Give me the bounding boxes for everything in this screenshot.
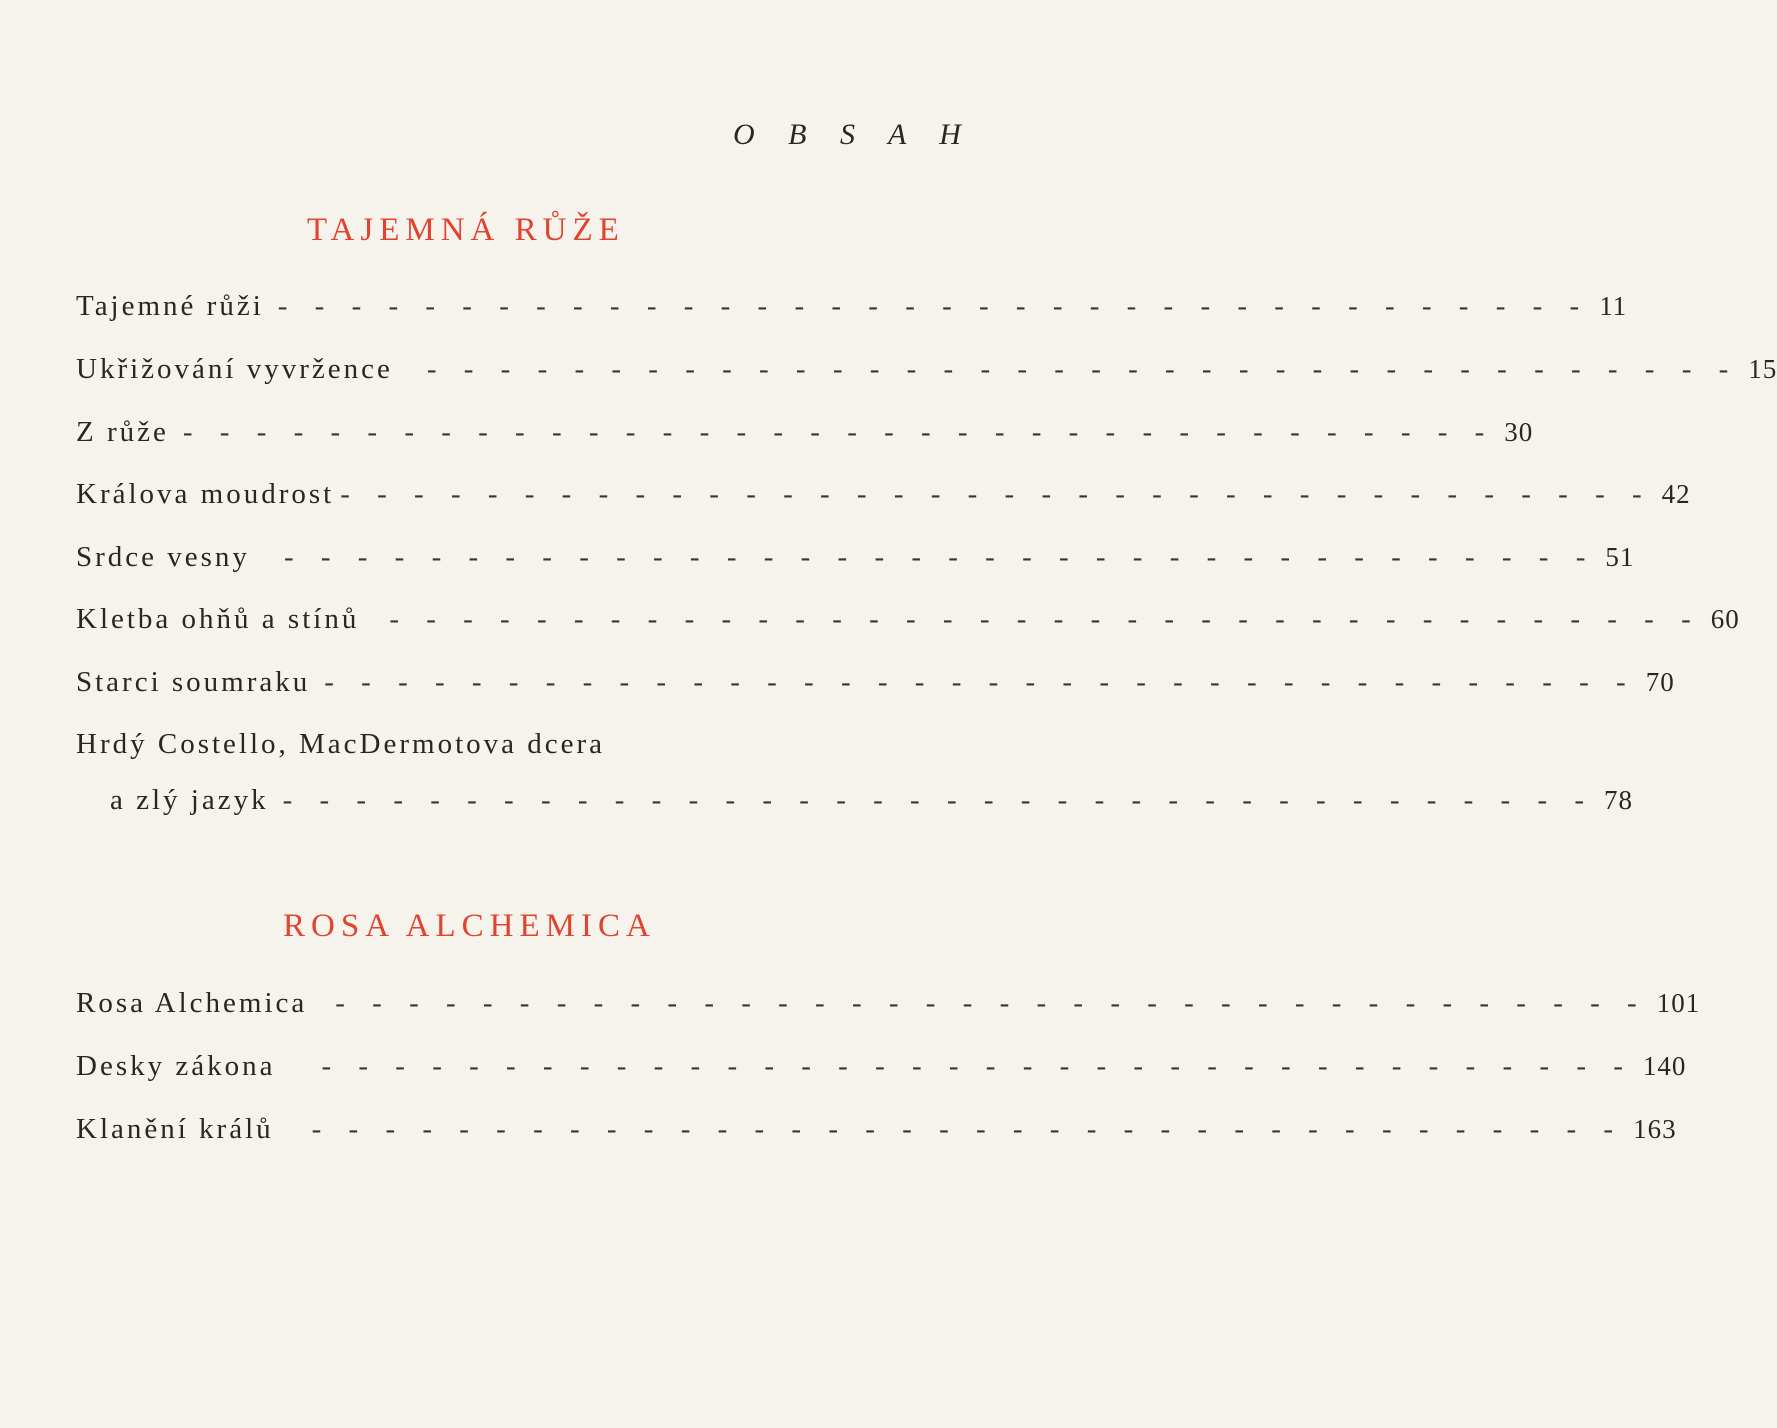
page-number: 163 [1633, 1114, 1677, 1144]
toc-entry[interactable] [76, 541, 1635, 581]
entry-title: a zlý jazyk [110, 784, 269, 816]
page-number: 51 [1605, 542, 1635, 572]
entry-title: Starci soumraku [76, 666, 311, 698]
page-number: 70 [1645, 667, 1675, 697]
page-number: 11 [1599, 291, 1628, 321]
entry-title: Klanění králů [76, 1113, 274, 1145]
toc-entry[interactable] [110, 784, 1634, 824]
entry-title: Kletba ohňů a stínů [76, 603, 360, 635]
toc-entry[interactable] [76, 603, 1740, 643]
page-number: 140 [1642, 1051, 1687, 1081]
toc-entry[interactable] [76, 987, 1701, 1027]
page-number: 78 [1604, 785, 1634, 815]
page-number: 60 [1710, 604, 1740, 634]
dot-leader: - - - - - - - - - - - - - - - - - - - - - - - - - - - - - - - - - - - - [311, 1113, 1624, 1145]
entry-title: Ukřižování vyvržence [76, 353, 393, 385]
toc-entry[interactable] [76, 666, 1675, 706]
page-number: 30 [1504, 417, 1534, 447]
entry-title: Z růže [76, 416, 169, 448]
entry-title: Králova moudrost [76, 478, 335, 510]
toc-entry[interactable] [76, 1050, 1687, 1090]
page-number: 42 [1661, 479, 1691, 509]
entry-title: Rosa Alchemica [76, 987, 308, 1019]
toc-entry[interactable] [76, 1113, 1677, 1153]
toc-entry[interactable] [76, 478, 1691, 518]
toc-entry[interactable] [76, 353, 1777, 393]
toc-entry[interactable] [76, 416, 1534, 456]
dot-leader: - - - - - - - - - - - - - - - - - - - - - - - - - - - - - - - - - - - - [283, 541, 1596, 573]
dot-leader: - - - - - - - - - - - - - - - - - - - - - - - - - - - - - - - - - - - - [321, 1050, 1633, 1082]
dot-leader: - - - - - - - - - - - - - - - - - - - - - - - - - - - - - - - - - - - - [335, 987, 1647, 1019]
page-number: 101 [1656, 988, 1701, 1018]
dot-leader: - - - - - - - - - - - - - - - - - - - - - - - - - - - - - - - - - - - - [389, 603, 1701, 635]
toc-entry-title-line1[interactable]: Hrdý Costello, MacDermotova dcera [76, 728, 606, 760]
toc-entry[interactable] [76, 290, 1628, 330]
dot-leader: - - - - - - - - - - - - - - - - - - - - - - - - - - - - - - - - - - - - [277, 290, 1590, 322]
section-heading-rosa-alchemica: ROSA ALCHEMICA [283, 908, 656, 944]
dot-leader: - - - - - - - - - - - - - - - - - - - - - - - - - - - - - - - - - - - - [340, 478, 1652, 510]
dot-leader: - - - - - - - - - - - - - - - - - - - - - - - - - - - - - - - - - - - - [282, 784, 1595, 816]
dot-leader: - - - - - - - - - - - - - - - - - - - - - - - - - - - - - - - - - - - - [182, 416, 1495, 448]
page-title: O B S A H [733, 118, 974, 151]
page-number: 15 [1748, 354, 1777, 384]
entry-title: Tajemné růži [76, 290, 264, 322]
dot-leader: - - - - - - - - - - - - - - - - - - - - - - - - - - - - - - - - - - - - [426, 353, 1739, 385]
entry-title: Srdce vesny [76, 541, 250, 573]
section-heading-tajemna-ruze: TAJEMNÁ RŮŽE [307, 212, 625, 248]
dot-leader: - - - - - - - - - - - - - - - - - - - - - - - - - - - - - - - - - - - - [324, 666, 1636, 698]
entry-title: Desky zákona [76, 1050, 276, 1082]
